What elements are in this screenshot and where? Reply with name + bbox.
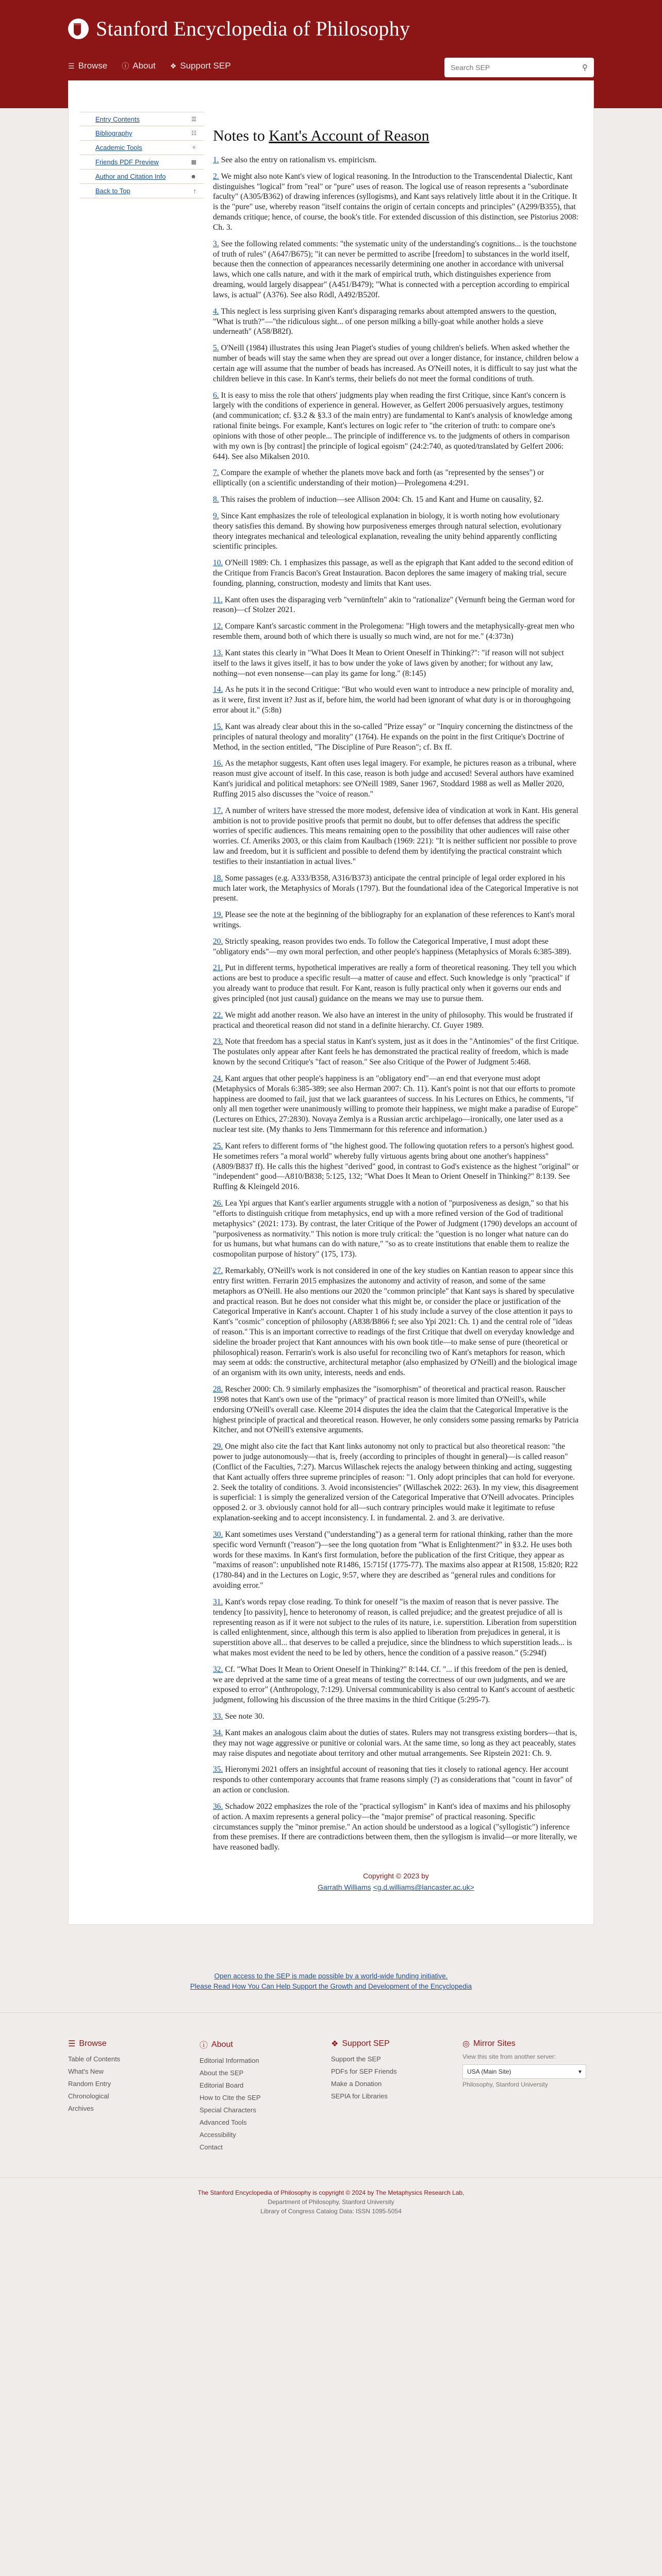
bottom-dept: Department of Philosophy, Stanford University xyxy=(268,2198,394,2206)
note-item xyxy=(213,172,579,233)
note-item xyxy=(213,155,579,165)
note-number-link[interactable]: 11. xyxy=(213,595,223,604)
note-text: Lea Ypi argues that Kant's earlier arguments struggle with a notion of "purposiveness as design," so that his "efforts to distinguish critique from metaphysics, end up with a more refined version of the God of traditional metaphysics" (2021: 173). By contrast, the later Critique of the Power of Judgment (1790) develops an account of "purposiveness as normativity." This notion is more truly critical: the "question is no longer what nature can do for us humans, but what humans can do with nature," "so as to create institutions that enable them to realize the cosmopolitan purpose of history" (175, 173). xyxy=(213,1199,577,1259)
footer-col-about xyxy=(200,2039,331,2177)
note-text: Compare Kant's sarcastic comment in the Prolegomena: "High towers and the metaphysically-great men who resemble them, around both of which there is usually so much wind, are not for me." (4:373n) xyxy=(213,622,574,641)
search-icon[interactable]: ⚲ xyxy=(582,63,588,72)
note-text: Put in different terms, hypothetical imperatives are really a form of theoretical reasoning. They tell you which actions are best to produce a specific result—a matter of cause and effect. Such knowledge is only "practical" if you already want to produce that result. For Kant, reason is fully practical only when it governs our ends and gives principled (not just causal) guidance on the means we may use to pursue them. xyxy=(213,963,576,1003)
search-box xyxy=(444,58,594,77)
nav-about[interactable] xyxy=(122,61,155,71)
footer-heading-label: Support SEP xyxy=(342,2039,390,2048)
footer-link[interactable]: Table of Contents xyxy=(68,2055,121,2063)
arrow-up-icon: ↑ xyxy=(193,187,196,195)
note-item xyxy=(213,1141,579,1192)
sidebar-item-label: Entry Contents xyxy=(95,115,140,123)
note-item xyxy=(213,391,579,462)
footer-link[interactable]: Editorial Board xyxy=(200,2081,244,2090)
note-number-link[interactable]: 1. xyxy=(213,156,219,164)
note-number-link[interactable]: 16. xyxy=(213,759,223,768)
note-text: We might also note Kant's view of logical reasoning. In the Introduction to the Transcendental Dialectic, Kant distinguishes "logical" from "real" or "pure" uses of reason. The logical use of reason represents a "subordinate faculty" (A305/B362) of drawing inferences (syllogisms), and Kant says relatively little about it in the Critique. It is the "pure" use, whereby reason "itself contains the origin of certain concepts and principles" (A299/B355), that demands critique; hence, of course, the book's title. For extended discussion of this distinction, see Pistorius 2008: Ch. 3. xyxy=(213,172,578,232)
note-item xyxy=(213,1384,579,1435)
note-text: Compare the example of whether the planets move back and forth (as "represented by the senses") or elliptically (on a scientific understanding of their motion)—Prolegomena 4:291. xyxy=(213,468,544,488)
note-text: Note that freedom has a special status in Kant's system, just as it does in the "Antinomies" of the first Critique. The postulates only appear after Kant feels he has demonstrated the practical reality of freedom, which is made known by the second Critique's "fact of reason." See also Critique of the Power of Judgment 5:468. xyxy=(213,1037,579,1067)
chevron-down-icon: ▾ xyxy=(578,2068,582,2076)
sidebar-item-label: Author and Citation Info xyxy=(95,173,166,180)
note-item xyxy=(213,1765,579,1795)
note-number-link[interactable]: 2. xyxy=(213,172,219,181)
note-text: Kant states this clearly in "What Does It Mean to Orient Oneself in Thinking?": "if reason will not subject itself to the laws it gives itself, it has to bow under the yoke of laws given by another; for without any law, nothing—not even nonsense—can play its game for long." (8:145) xyxy=(213,648,564,678)
note-item xyxy=(213,239,579,300)
note-item xyxy=(213,621,579,642)
footer-link[interactable]: How to Cite the SEP xyxy=(200,2094,261,2102)
book-icon: ☰ xyxy=(68,61,75,70)
search-input[interactable] xyxy=(451,63,569,72)
footer-link[interactable]: Editorial Information xyxy=(200,2057,259,2065)
note-text: See also the entry on rationalism vs. empiricism. xyxy=(221,156,377,164)
nav-support[interactable] xyxy=(170,61,231,71)
sidebar-item-citation-info[interactable] xyxy=(80,170,204,184)
note-number-link[interactable]: 13. xyxy=(213,648,223,657)
note-item xyxy=(213,963,579,1004)
note-text: Remarkably, O'Neill's work is not considered in one of the key studies on Kantian reason to appear since this entry first written. Ferrarin 2015 emphasizes the autonomy and activity of reason, and some of the same metaphors as O'Neill. He also mentions our 2020 the "common principle" that Kant says is shared by speculative and practical reason. But he does not consider what this might be, or consider the place or justification of the Categorical Imperative in Kant's account. Chapter 1 of his study include a survey of the close attention it pays to Kant's "cosmic" conception of philosophy (A838/B866 f; see also Ypi 2021: Ch. 1) and the central role of "ideas of reason." This is an important corrective to readings of the first Critique that dwell on everyday knowledge and sideline the broader project that Kant announces with his own book title—to make sense of pure (theoretical or philosophical) reason. Ferrarin's work is also useful for reconciling two of Kant's metaphors for reason, which may seem at odds: the constructive, architectural metaphor (also emphasized by O'Neill) and the biological image of an organism with its own unity, interests, needs and ends. xyxy=(213,1266,577,1378)
sidebar-item-pdf-preview[interactable] xyxy=(80,155,204,170)
note-text: Schadow 2022 emphasizes the role of the "practical syllogism" in Kant's idea of maxims and his philosophy of action. A maxim represents a general policy—the "major premise" of practical reasoning. Specific circumstances supply the "minor premise." An action should be understood as a logical ("syllogistic") inference from these premises. If there are contradictions between them, then the syllogism is invalid—or more literally, we have reasoned badly. xyxy=(213,1802,577,1852)
note-number-link[interactable]: 27. xyxy=(213,1266,223,1276)
sidebar xyxy=(80,104,204,1893)
sidebar-item-label: Bibliography xyxy=(95,129,133,137)
note-number-link[interactable]: 26. xyxy=(213,1199,223,1208)
note-number-link[interactable]: 18. xyxy=(213,873,223,883)
book-icon: ☰ xyxy=(68,2040,76,2049)
note-number-link[interactable]: 7. xyxy=(213,468,219,478)
page-title-link[interactable]: Kant's Account of Reason xyxy=(269,127,429,144)
footer-heading-mirrors xyxy=(462,2039,594,2049)
note-number-link[interactable]: 8. xyxy=(213,495,219,504)
nav-browse-label: Browse xyxy=(78,61,108,71)
note-item xyxy=(213,558,579,588)
footer-link[interactable]: PDFs for SEP Friends xyxy=(331,2067,397,2076)
note-item xyxy=(213,806,579,867)
note-number-link[interactable]: 20. xyxy=(213,937,223,946)
note-item xyxy=(213,1442,579,1523)
globe-icon: ◎ xyxy=(462,2040,470,2049)
footer-link[interactable]: Accessibility xyxy=(200,2131,236,2139)
bottom-issn: Library of Congress Catalog Data: ISSN 1095-5054 xyxy=(260,2208,402,2215)
bottom-copyright: The Stanford Encyclopedia of Philosophy is copyright © 2024 by The Metaphysics Research Lab, xyxy=(197,2189,465,2197)
note-item xyxy=(213,1711,579,1722)
note-text: Kant refers to different forms of "the highest good. The following quotation refers to a person's highest good. He sometimes refers "a moral world" whereby fully virtuous agents bring about one another's happiness" (A809/B837 ff). He calls this the highest "derived" good, in contrast to God's existence as the highest "original" or "independent" good—A810/B838; 5:125, 132; "What Does It Mean to Orient Oneself in Thinking?" 8:139. See Ruffing & Kleingeld 2016. xyxy=(213,1141,579,1192)
note-item xyxy=(213,1597,579,1658)
page-title-prefix: Notes to xyxy=(213,127,269,144)
footer-link[interactable]: Chronological xyxy=(68,2092,109,2100)
note-number-link[interactable]: 23. xyxy=(213,1037,223,1046)
note-number-link[interactable]: 30. xyxy=(213,1530,223,1539)
note-number-link[interactable]: 29. xyxy=(213,1442,223,1451)
note-item xyxy=(213,1728,579,1758)
note-text: Kant makes an analogous claim about the duties of states. Rulers may not transgress existing borders—that is, they may not wage aggressive or punitive or colonial wars. At the same time, so long as they act peaceably, states may raise disputes and negotiate about territory and other mutual arrangements. See Ripstein 2021: Ch. 9. xyxy=(213,1728,577,1758)
note-item xyxy=(213,1074,579,1135)
footer-link[interactable]: Random Entry xyxy=(68,2080,111,2088)
info-icon: ⓘ xyxy=(122,62,129,70)
note-text: Hieronymi 2021 offers an insightful account of reasoning that ties it closely to rational agency. Her account responds to other contemporary accounts that frame reasons simply (?) as considerations that "count in favor" of an action or conclusion. xyxy=(213,1765,573,1795)
note-item xyxy=(213,1010,579,1031)
note-text: We might add another reason. We also have an interest in the unity of philosophy. This would be frustrated if practical and theoretical reason did not stand in a definite hierarchy. Cf. Guyer 1989. xyxy=(213,1010,573,1030)
note-text: Kant often uses the disparaging verb "vernünfteln" akin to "rationalize" (Vernunft being the German word for reason)—cf Stolzer 2021. xyxy=(213,595,575,615)
footer-heading-label: Mirror Sites xyxy=(473,2039,516,2048)
note-number-link[interactable]: 33. xyxy=(213,1712,223,1721)
main-nav xyxy=(68,61,231,71)
book-icon: ☷ xyxy=(191,130,196,137)
note-item xyxy=(213,307,579,337)
author-email[interactable]: <g.d.williams@lancaster.ac.uk> xyxy=(373,1883,474,1892)
note-text: A number of writers have stressed the more modest, defensive idea of vindication at work in Kant. His general ambition is not to provide positive proofs that permit no doubt, but to offer defenses that address the specific worries of specific audiences. This means remaining open to the possibility that other audiences will raise other worries. Cf. Ameriks 2003, or this claim from Kaulbach (1969: 221): "It is neither sufficient nor possible to prove law and freedom, but it is sufficient and possible to defend them by identifying the practical constraint which testifies to their instantiation in actual lives." xyxy=(213,806,578,866)
copyright-block xyxy=(213,1870,579,1893)
note-item xyxy=(213,1530,579,1591)
note-item xyxy=(213,495,579,505)
note-number-link[interactable]: 9. xyxy=(213,511,219,520)
mirror-select-value: USA (Main Site) xyxy=(467,2068,511,2076)
mirror-sub: Philosophy, Stanford University xyxy=(462,2081,548,2089)
footer-col-support xyxy=(331,2039,462,2177)
site-brand[interactable] xyxy=(68,16,662,41)
sidebar-item-label: Back to Top xyxy=(95,187,130,195)
note-text: This neglect is less surprising given Kant's disparaging remarks about attempted answers to the question, "What is truth?"—"the ridiculous sight... of one person milking a billy-goat while another holds a sieve underneath" (A58/B82f). xyxy=(213,307,557,336)
note-item xyxy=(213,910,579,930)
site-title[interactable]: Stanford Encyclopedia of Philosophy xyxy=(96,17,410,40)
note-text: Please see the note at the beginning of the bibliography for an explanation of these references to Kant's moral writings. xyxy=(213,910,575,929)
note-item xyxy=(213,648,579,679)
note-item xyxy=(213,1802,579,1853)
note-text: O'Neill 1989: Ch. 1 emphasizes this passage, as well as the epigraph that Kant added to the second edition of the Critique from Francis Bacon's Great Instauration. Bacon deplores the same imagery of making trial, secure founding, planning, construction, modesty and limits that Kant uses. xyxy=(213,558,573,588)
note-number-link[interactable]: 10. xyxy=(213,558,223,568)
open-access-block xyxy=(0,1971,662,1992)
footer-link[interactable]: SEPIA for Libraries xyxy=(331,2092,388,2100)
note-item xyxy=(213,685,579,715)
note-text: Some passages (e.g. A333/B358, A316/B373) anticipate the central principle of legal order explored in his much later work, the Metaphysics of Morals (1797). But the foundational idea of the Categorical Imperative is not present. xyxy=(213,873,578,903)
note-text: This raises the problem of induction—see Allison 2004: Ch. 15 and Kant and Hume on causality, §2. xyxy=(221,495,543,504)
note-text: Rescher 2000: Ch. 9 similarly emphasizes the "isomorphism" of theoretical and practical reason. Rauscher 1998 notes that Kant's own use of the "primacy" of practical reason is more limited than O'Neill's, while endorsing O'Neill's overall case. Kleeme 2014 disputes the idea the claim that the Categorical Imperative is the highest principle of practical and theoretical reason. However, he only considers some passing remarks by Patricia Kitcher, and not O'Neill's extensive arguments. xyxy=(213,1385,579,1435)
note-item xyxy=(213,468,579,488)
note-text: See the following related comments: "the systematic unity of the understanding's cognitions... is the touchstone of truth of rules" (A647/B675); "it can never be permitted to ascribe [freedom] to substances in the world itself, because then the connection of appearances necessarily determining one another in accordance with universal laws, which one calls nature, and with it the mark of empirical truth, which distinguishes experience from dreaming, would largely disappear" (A451/B479); "What is connected with a perception according to empirical laws, is actual" (A376). See also Rödl, A492/B520f. xyxy=(213,239,577,299)
note-number-link[interactable]: 17. xyxy=(213,806,223,815)
note-item xyxy=(213,1037,579,1067)
note-text: Cf. "What Does It Mean to Orient Oneself in Thinking?" 8:144. Cf. "... if this freedom of the pen is denied, we are deprived at the same time of a great means of testing the correctness of our own judgments, and we are exposed to error" (Anthropology, 7:129). Universal communicability is also central to Kant's account of aesthetic judgment, following his discussion of the three maxims in the third Critique (5:295-7). xyxy=(213,1665,575,1705)
note-item xyxy=(213,343,579,384)
footer-col-browse xyxy=(68,2039,200,2177)
sidebar-item-entry-contents[interactable] xyxy=(80,112,204,126)
note-text: Strictly speaking, reason provides two ends. To follow the Categorical Imperative, I must adopt these "obligatory ends"—my own moral perfection, and other people's happiness (Metaphysics of Morals 6:385-389). xyxy=(213,937,571,956)
note-number-link[interactable]: 34. xyxy=(213,1728,223,1737)
note-text: Kant sometimes uses Verstand ("understanding") as a general term for rational thinking, rather than the more specific word Vernunft ("reason")—see the long quotation from "What is Enlightenment?" in §3.2. He uses both words for these maxims. In Kant's first formulation, before the publication of the first Critique, they appear as "maxims of reason": unpublished note R1486, 15:715f (1775-77). The maxims also appear at R1508, 15:820; R22 (1780-84) and in the Lectures on Logic, 9:57, where they are described as "general rules and conditions for avoiding error." xyxy=(213,1530,578,1590)
nav-browse[interactable] xyxy=(68,61,107,71)
footer-link[interactable]: About the SEP xyxy=(200,2069,244,2077)
tools-icon: ✧ xyxy=(191,145,196,151)
sidebar-item-label: Academic Tools xyxy=(95,144,142,151)
note-number-link[interactable]: 12. xyxy=(213,622,223,631)
note-number-link[interactable]: 24. xyxy=(213,1074,223,1083)
note-number-link[interactable]: 31. xyxy=(213,1597,223,1606)
footer-heading-about xyxy=(200,2039,331,2050)
note-item xyxy=(213,873,579,904)
note-text: Kant argues that other people's happiness is an "obligatory end"—an end that everyone must adopt (Metaphysics of Morals 6:385-389; see also Herman 2007: Ch. 11). Kant's point is not that our efforts to promote happiness are doomed to fail, just that we lack guarantees of success. In his Lectures on Ethics, he comments, "if only all men together were unanimously willing to promote their happiness, we might make a paradise of Europe" (Lectures on Ethics, 27:2830). Novaya Zemlya is a Russian arctic archipelago—ironically, one later used as a nuclear test site. (My thanks to Jens Timmermann for this reference and information.) xyxy=(213,1074,578,1134)
bottom-bar xyxy=(0,2177,662,2292)
footer-heading-label: About xyxy=(211,2040,233,2049)
note-text: Since Kant emphasizes the role of teleological explanation in biology, it is worth noting how evolutionary theory satisfies this demand. By showing how purposiveness emerges through natural selection, evolutionary theory integrates mechanical and teleological explanation, revealing the unity behind apparently conflicting scientific principles. xyxy=(213,511,562,551)
note-number-link[interactable]: 6. xyxy=(213,391,219,400)
note-text: Kant's words repay close reading. To think for oneself "is the maxim of reason that is never passive. The tendency [to passivity], hence to heteronomy of reason, is called prejudice; and the greatest prejudice of all is representing reason as if it were not subject to the rules of its nature, i.e. superstition. Liberation from superstition is called enlightenment, since, although this term is also applied to liberation from prejudices in general, it is superstition above all... that deserves to be called a prejudice, since the blindness to which superstition leads... is what makes most evident the need to be led by others, hence the condition of a passive reason." (5:294f) xyxy=(213,1597,577,1657)
sidebar-item-academic-tools[interactable] xyxy=(80,141,204,155)
content-container xyxy=(68,80,594,1925)
note-text: As he puts it in the second Critique: "But who would even want to introduce a new principle of morality and, as it were, first invent it? Just as if, before him, the world had been ignorant of what duty is or in thoroughgoing error about it." (5:8n) xyxy=(213,685,574,715)
note-number-link[interactable]: 36. xyxy=(213,1802,223,1811)
author-link[interactable]: Garrath Williams xyxy=(318,1883,371,1892)
footer-link[interactable]: Special Characters xyxy=(200,2106,256,2114)
note-number-link[interactable]: 25. xyxy=(213,1141,223,1150)
note-number-link[interactable]: 5. xyxy=(213,344,219,353)
footer-link[interactable]: Contact xyxy=(200,2143,223,2151)
note-number-link[interactable]: 21. xyxy=(213,963,223,973)
pdf-icon: ▦ xyxy=(191,159,196,165)
article xyxy=(204,104,579,1893)
note-number-link[interactable]: 22. xyxy=(213,1010,223,1020)
info-icon: ⓘ xyxy=(200,2041,208,2050)
note-number-link[interactable]: 28. xyxy=(213,1385,223,1394)
page-title xyxy=(213,127,579,145)
footer-col-mirrors xyxy=(462,2039,594,2177)
note-text: As the metaphor suggests, Kant often uses legal imagery. For example, he pictures reason as a tribunal, where reason must give account of itself. In this case, reason is both judge and accused! Several authors have examined Kant's juridical and political metaphors: see O'Neill 1989, Saner 1967, Stoddard 1988 as well as Møller 2020, Ruffing 2015 also discusses the "voice of reason." xyxy=(213,759,576,799)
footer-link[interactable]: Make a Donation xyxy=(331,2080,382,2088)
note-item xyxy=(213,722,579,752)
support-link[interactable]: Please Read How You Can Help Support the Growth and Development of the Encyclopedia xyxy=(190,1982,472,1991)
note-number-link[interactable]: 19. xyxy=(213,910,223,920)
note-text: O'Neill (1984) illustrates this using Jean Piaget's studies of young children's beliefs. When asked whether the number of beads will stay the same when they are spread out over a longer distance, for instance, children below a certain age will assume that the number of beads has increased. As O'Neill notes, it is difficult to say just what the children believe in this case. In Kant's terms, their beliefs do not meet the formal conditions of truth. xyxy=(213,344,579,383)
open-access-link[interactable]: Open access to the SEP is made possible by a world-wide funding initiative. xyxy=(214,1972,448,1980)
note-item xyxy=(213,511,579,552)
footer-link[interactable]: Advanced Tools xyxy=(200,2119,247,2127)
sep-logo-icon xyxy=(68,19,89,39)
user-icon: ☻ xyxy=(190,173,196,180)
note-text: It is easy to miss the role that others' judgments play when reading the first Critique, since Kant's concern is largely with the conditions of experience in general. However, as Gelfert 2006 persuasively argues, testimony (and communication; cf. §3.2 & §3.3 of the main entry) are fundamental to Kant's analysis of knowledge among rational finite beings. For example, Kant's lectures on logic refer to "the criterion of truth: to compare one's opinions with those of other people... The principle of indifference vs. to the judgments of others in comparison with my own is [by contrast] the principle of logical egoism" (24:2:740, as quoted/translated by Gelfert 2006: 644). See also Mikalsen 2010. xyxy=(213,391,572,461)
note-item xyxy=(213,758,579,799)
footer-link[interactable]: Archives xyxy=(68,2105,94,2113)
footer-link[interactable]: What's New xyxy=(68,2067,104,2076)
mirror-note: View this site from another server: xyxy=(462,2053,556,2061)
mirror-select[interactable] xyxy=(462,2064,586,2079)
note-text: One might also cite the fact that Kant links autonomy not only to practical but also theoretical reason: "the power to judge autonomously—that is, freely (according to principles of thought in general)—is called reason" (Conflict of the Faculties, 7:27). Marcus Willaschek rejects the analogy between thinking and acting, suggesting that Kant actually offers three supreme principles of reason: "1. Only adopt principles that can hold for everyone. 2. Seek the totality of conditions. 3. Avoid inconsistencies" (Willaschek 2022: 263). In my view, this disagreement is superficial: 1 is simply the generalized version of the Categorical Imperative that O'Neill advocates. Principles opposed 2. or 3. obviously cannot hold for all—such contrary principles would make it legitimate to refuse explanation-seeking and to accept inconsistency. I. in fundamental. 2. and 3. are derivative. xyxy=(213,1442,579,1523)
gift-icon: ❖ xyxy=(331,2040,339,2049)
note-text: Kant was already clear about this in the so-called "Prize essay" or "Inquiry concerning the distinctness of the principles of natural theology and morality" (1764). He expands on the point in the first Critique's Doctrine of Method, in the section entitled, "The Discipline of Pure Reason"; cf. Bx ff. xyxy=(213,722,573,752)
note-number-link[interactable]: 14. xyxy=(213,685,223,694)
footer-link[interactable]: Support the SEP xyxy=(331,2055,381,2063)
notes-list xyxy=(213,155,579,1853)
note-number-link[interactable]: 35. xyxy=(213,1765,223,1774)
gift-icon: ❖ xyxy=(170,61,177,70)
footer-heading-support xyxy=(331,2039,462,2049)
note-number-link[interactable]: 15. xyxy=(213,722,223,731)
nav-support-label: Support SEP xyxy=(180,61,231,71)
note-item xyxy=(213,1665,579,1705)
sidebar-item-back-to-top[interactable] xyxy=(80,184,204,198)
sidebar-item-label: Friends PDF Preview xyxy=(95,158,159,166)
copyright-line: Copyright © 2023 by xyxy=(363,1872,429,1880)
note-item xyxy=(213,1198,579,1260)
footer-heading-label: Browse xyxy=(79,2039,107,2048)
note-number-link[interactable]: 4. xyxy=(213,307,219,316)
note-item xyxy=(213,937,579,957)
note-item xyxy=(213,1266,579,1378)
note-item xyxy=(213,595,579,616)
nav-about-label: About xyxy=(133,61,156,71)
list-icon: ☰ xyxy=(191,116,196,123)
sidebar-item-bibliography[interactable] xyxy=(80,126,204,141)
note-number-link[interactable]: 3. xyxy=(213,239,219,248)
note-number-link[interactable]: 32. xyxy=(213,1665,223,1674)
site-footer xyxy=(0,2012,662,2177)
note-text: See note 30. xyxy=(225,1712,264,1721)
footer-heading-browse xyxy=(68,2039,200,2049)
